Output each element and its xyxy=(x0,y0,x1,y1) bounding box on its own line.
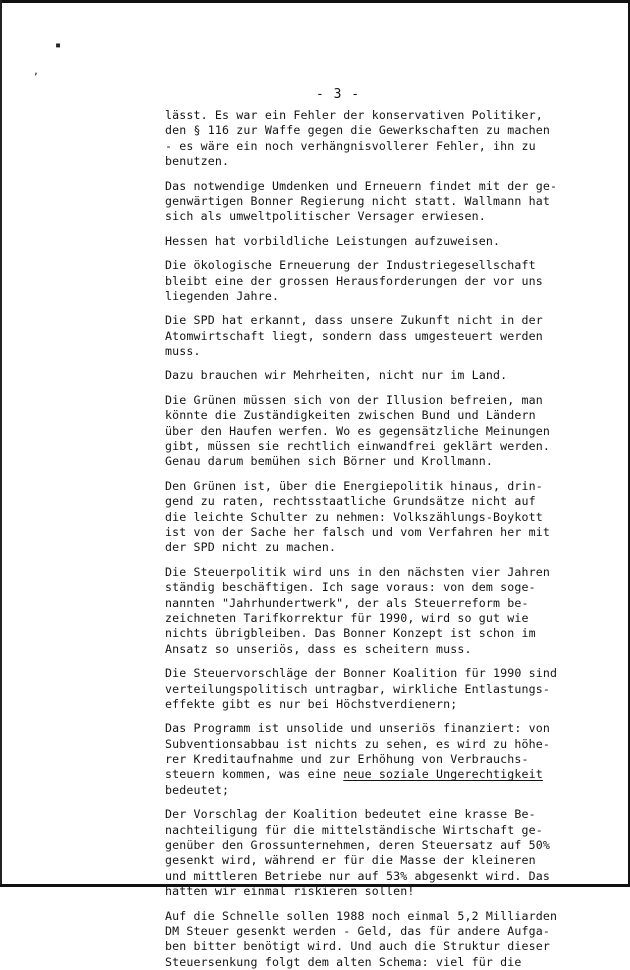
text-line xyxy=(165,393,605,408)
text-line xyxy=(165,424,605,439)
text-line xyxy=(165,697,605,712)
line-text: Steuersenkung folgt dem alten Schema: viel für die xyxy=(165,954,522,969)
text-line xyxy=(165,329,605,344)
line-text: lässt. Es war ein Fehler der konservativen Politiker, xyxy=(165,108,543,122)
text-line xyxy=(165,666,605,681)
line-text: - es wäre ein noch verhängnisvollerer Fehler, ihn zu xyxy=(165,138,536,153)
text-line xyxy=(165,783,605,798)
line-text: nachteiligung für die mittelständische Wirtschaft ge- xyxy=(165,822,543,837)
text-line xyxy=(165,752,605,767)
line-text: verteilungspolitisch untragbar, wirkliche Entlastungs- xyxy=(165,681,551,696)
line-text: ben bitter benötigt wird. Und auch die Struktur dieser xyxy=(165,939,551,954)
paragraph xyxy=(165,108,605,170)
line-text: die leichte Schulter zu nehmen: Volkszählungs-Boykott xyxy=(165,509,543,524)
line-text: gend zu raten, rechtsstaatliche Grundsätze nicht auf xyxy=(165,494,536,509)
line-text: Der Vorschlag der Koalition bedeutet eine krasse Be- xyxy=(165,807,536,822)
line-text: gesenkt wird, während er für die Masse der kleineren xyxy=(165,853,536,868)
text-line xyxy=(165,682,605,697)
text-line xyxy=(165,123,605,138)
paragraph xyxy=(165,666,605,712)
text-line xyxy=(165,884,605,899)
line-text: effekte gibt es nur bei Höchstverdienern; xyxy=(165,696,458,711)
line-text: Hessen hat vorbildliche Leistungen aufzuweisen. xyxy=(165,233,501,248)
text-line xyxy=(165,313,605,328)
text-line xyxy=(165,596,605,611)
paragraph xyxy=(165,807,605,899)
line-text: Das notwendige Umdenken und Erneuern findet mit der ge- xyxy=(165,178,558,193)
scan-speck: , xyxy=(33,66,40,77)
text-line xyxy=(165,274,605,289)
text-line xyxy=(165,108,605,123)
text-line xyxy=(165,823,605,838)
line-text: hätten wir einmal riskieren sollen! xyxy=(165,884,415,899)
text-line xyxy=(165,909,605,924)
text-line xyxy=(165,721,605,736)
line-text: liegenden Jahre. xyxy=(165,288,280,303)
text-line xyxy=(165,258,605,273)
line-text: ständig beschäftigen. Ich sage voraus: von dem soge- xyxy=(165,580,536,595)
line-text: genwärtigen Bonner Regierung nicht statt. Wallmann hat xyxy=(165,193,551,208)
line-text: Dazu brauchen wir Mehrheiten, nicht nur im Land. xyxy=(165,368,508,383)
text-line xyxy=(165,139,605,154)
line-text: rer Kreditaufnahme und zur Erhöhung von Verbrauchs- xyxy=(165,752,529,767)
line-text: den § 116 zur Waffe gegen die Gewerkschaften zu machen xyxy=(165,123,551,138)
line-text: benutzen. xyxy=(165,154,230,169)
text-line xyxy=(165,853,605,868)
line-text: Die SPD hat erkannt, dass unsere Zukunft nicht in der xyxy=(165,313,543,328)
line-text: Subventionsabbau ist nichts zu sehen, es wird zu höhe- xyxy=(165,736,551,751)
line-text: nichts übrigbleiben. Das Bonner Konzept ist schon im xyxy=(165,626,536,641)
line-text: über den Haufen werfen. Wo es gegensätzliche Meinungen xyxy=(165,423,551,438)
text-line xyxy=(165,234,605,249)
paragraph xyxy=(165,313,605,359)
text-line xyxy=(165,737,605,752)
text-line xyxy=(165,179,605,194)
scan-speck: ▪ xyxy=(55,40,62,51)
line-text: Genau darum bemühen sich Börner und Krollmann. xyxy=(165,454,493,469)
line-text: der SPD nicht zu machen. xyxy=(165,540,337,555)
line-text: bedeutet; xyxy=(165,782,230,797)
line-text: Ansatz so unseriös, dass es scheitern muss. xyxy=(165,641,472,656)
text-line xyxy=(165,494,605,509)
text-line xyxy=(165,955,605,970)
scan-border-left xyxy=(0,0,2,887)
line-text: steuern kommen, was eine xyxy=(165,767,344,782)
text-line xyxy=(165,767,605,782)
scan-border-top xyxy=(0,0,630,3)
text-line xyxy=(165,209,605,224)
paragraph xyxy=(165,393,605,470)
text-line xyxy=(165,626,605,641)
line-text: bleibt eine der grossen Herausforderungen der vor uns xyxy=(165,273,543,288)
paragraph xyxy=(165,565,605,657)
text-line xyxy=(165,540,605,555)
underlined-phrase: neue soziale Ungerechtigkeit xyxy=(343,767,543,782)
text-line xyxy=(165,408,605,423)
line-text: gibt, müssen sie rechtlich einwandfrei geklärt werden. xyxy=(165,439,551,454)
line-text: nannten "Jahrhundertwerk", der als Steuerreform be- xyxy=(165,595,529,610)
text-line xyxy=(165,454,605,469)
line-text: ist von der Sache her falsch und vom Verfahren her mit xyxy=(165,524,551,539)
text-line xyxy=(165,580,605,595)
line-text: Die Steuervorschläge der Bonner Koalition für 1990 sind xyxy=(165,666,558,681)
page-number: - 3 - xyxy=(316,87,361,102)
paragraph xyxy=(165,368,605,383)
text-line xyxy=(165,642,605,657)
paragraph xyxy=(165,179,605,225)
text-line xyxy=(165,510,605,525)
line-text: DM Steuer gesenkt werden - Geld, das für andere Aufga- xyxy=(165,923,551,938)
line-text: Die Grünen müssen sich von der Illusion befreien, man xyxy=(165,392,543,407)
text-line xyxy=(165,611,605,626)
line-text: könnte die Zuständigkeiten zwischen Bund und Ländern xyxy=(165,408,536,423)
paragraph xyxy=(165,721,605,798)
line-text: genüber den Grossunternehmen, deren Steuersatz auf 50% xyxy=(165,838,551,853)
text-line xyxy=(165,525,605,540)
paragraph xyxy=(165,479,605,556)
line-text: Die Steuerpolitik wird uns in den nächsten vier Jahren xyxy=(165,564,551,579)
line-text: zeichneten Tarifkorrektur für 1990, wird so gut wie xyxy=(165,610,529,625)
text-line xyxy=(165,344,605,359)
text-line xyxy=(165,924,605,939)
text-line xyxy=(165,838,605,853)
line-text: Das Programm ist unsolide und unseriös finanziert: von xyxy=(165,721,551,736)
line-text: Auf die Schnelle sollen 1988 noch einmal 5,2 Milliarden xyxy=(165,908,558,923)
document-body xyxy=(165,108,605,970)
text-line xyxy=(165,194,605,209)
text-line xyxy=(165,289,605,304)
text-line xyxy=(165,565,605,580)
line-text: Den Grünen ist, über die Energiepolitik hinaus, drin- xyxy=(165,478,543,493)
paragraph xyxy=(165,234,605,249)
line-text: Die ökologische Erneuerung der Industriegesellschaft xyxy=(165,258,536,273)
text-line xyxy=(165,807,605,822)
line-text: sich als umweltpolitischer Versager erwiesen. xyxy=(165,209,486,224)
line-text: muss. xyxy=(165,344,201,359)
line-text: und mittleren Betriebe nur auf 53% abgesenkt wird. Das xyxy=(165,868,551,883)
text-line xyxy=(165,479,605,494)
paragraph xyxy=(165,909,605,970)
text-line xyxy=(165,939,605,954)
paragraph xyxy=(165,258,605,304)
line-text: Atomwirtschaft liegt, sondern dass umgesteuert werden xyxy=(165,328,543,343)
text-line xyxy=(165,154,605,169)
text-line xyxy=(165,869,605,884)
text-line xyxy=(165,368,605,383)
text-line xyxy=(165,439,605,454)
